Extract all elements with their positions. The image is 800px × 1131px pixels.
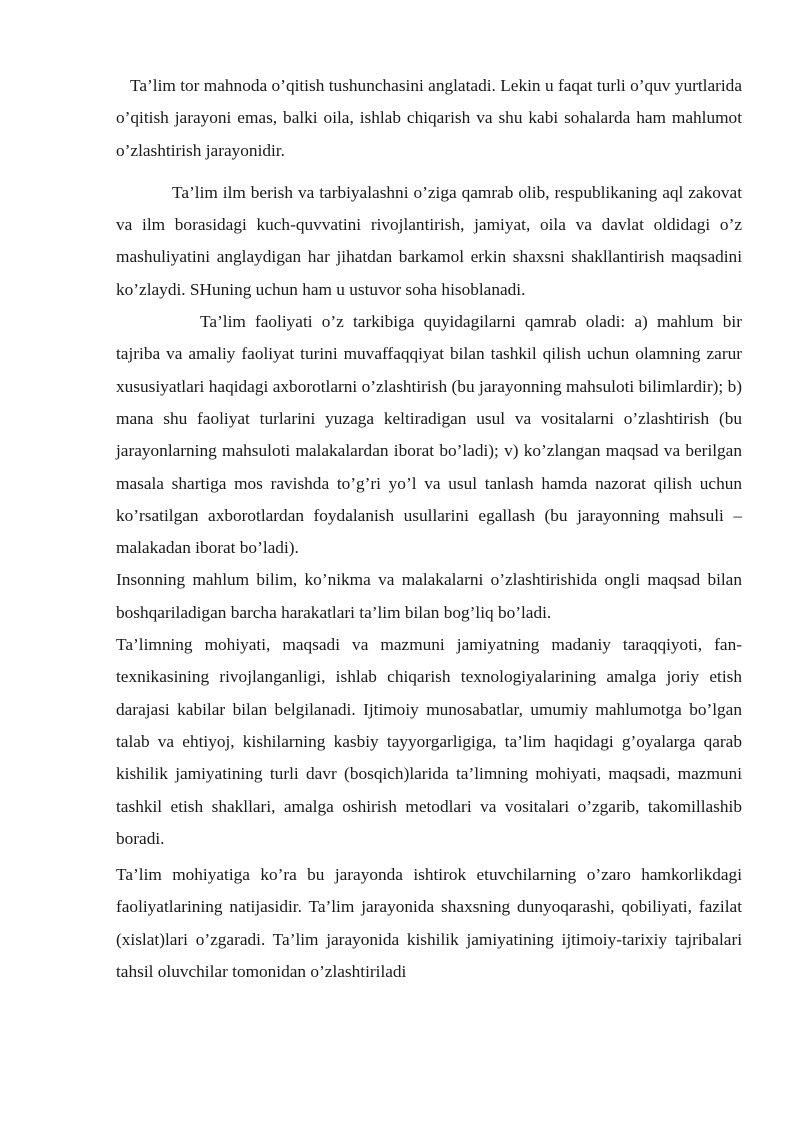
paragraph-1: Ta’lim tor mahnoda o’qitish tushunchasini anglatadi. Lekin u faqat turli o’quv yurtlarida o’qitish jarayoni emas, balki oila, ishlab chiqarish va shu kabi sohalarda ham mahlumot o’zlashtirish jarayonidir. [116, 76, 742, 160]
paragraph-3: Ta’lim faoliyati o’z tarkibiga quyidagilarni qamrab oladi: a) mahlum bir tajriba va amaliy faoliyat turini muvaffaqqiyat bilan tashkil qilish uchun olamning zarur xususiyatlari haqidagi axborotlarni o’zlashtirish (bu jarayonning mahsuloti bilimlardir); b) mana shu faoliyat turlarini yuzaga keltiradigan usul va vositalarni o’zlashtirish (bu jarayonlarning mahsuloti malakalardan iborat bo’ladi); v) ko’zlangan maqsad va berilgan masala shartiga mos ravishda to’g’ri yo’l va usul tanlash hamda nazorat qilish uchun ko’rsatilgan axborotlardan foydalanish usullarini egallash (bu jarayonning mahsuli – malakadan iborat bo’ladi). [116, 312, 742, 558]
paragraph-2: Ta’lim ilm berish va tarbiyalashni o’ziga qamrab olib, respublikaning aql zakovat va ilm borasidagi kuch-quvvatini rivojlantirish, jamiyat, oila va davlat oldidagi o’z mashuliyatini anglaydigan har jihatdan barkamol erkin shaxsni shakllantirish maqsadini ko’zlaydi. SHuning uchun ham u ustuvor soha hisoblanadi. [116, 182, 742, 299]
paragraph-4: Insonning mahlum bilim, ko’nikma va malakalarni o’zlashtirishida ongli maqsad bilan boshqariladigan barcha harakatlari ta’lim bilan bog’liq bo’ladi. [116, 570, 742, 622]
document-page [116, 70, 742, 988]
paragraph-6: Ta’lim mohiyatiga ko’ra bu jarayonda ishtirok etuvchilarning o’zaro hamkorlikdagi faoliyatlarining natijasidir. Ta’lim jarayonida shaxsning dunyoqarashi, qobiliyati, fazilat (xislat)lari o’zgaradi. Ta’lim jarayonida kishilik jamiyatining ijtimoiy-tarixiy tajribalari tahsil oluvchilar tomonidan o’zlashtiriladi [116, 865, 742, 982]
paragraph-5: Ta’limning mohiyati, maqsadi va mazmuni jamiyatning madaniy taraqqiyoti, fan-texnikasining rivojlanganligi, ishlab chiqarish texnologiyalarining amalga joriy etish darajasi kabilar bilan belgilanadi. Ijtimoiy munosabatlar, umumiy mahlumotga bo’lgan talab va ehtiyoj, kishilarning kasbiy tayyorgarligiga, ta’lim haqidagi g’oyalarga qarab kishilik jamiyatining turli davr (bosqich)larida ta’limning mohiyati, maqsadi, mazmuni tashkil etish shakllari, amalga oshirish metodlari va vositalari o’zgarib, takomillashib boradi. [116, 635, 742, 848]
